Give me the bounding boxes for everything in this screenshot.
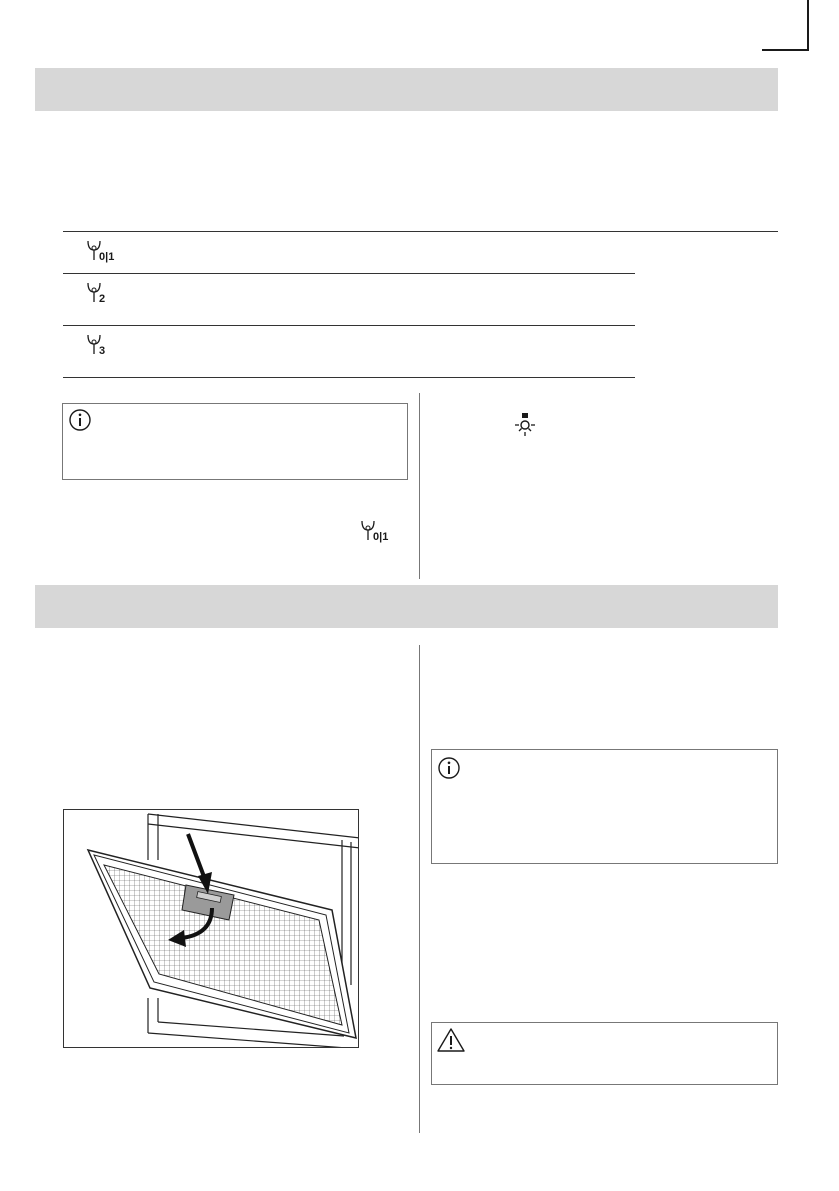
fan-speed-label: 2 [99,293,106,305]
filter-drawing [64,810,359,1048]
info-note-box [431,749,778,864]
crop-mark-horizontal [762,49,809,51]
column-divider-bottom [419,645,420,1133]
info-icon [68,408,92,432]
table-top-rule [63,231,778,232]
info-icon [437,756,461,780]
grease-filter-removal-illustration [63,809,359,1048]
fan-speed-label: 0|1 [99,251,115,263]
warning-icon [436,1027,466,1053]
fan-speed-3-icon [84,332,124,358]
section-header-bar-top [35,68,778,111]
fan-speed-2-icon [84,280,124,306]
section-header-bar-bottom [35,585,778,628]
crop-mark-vertical [807,0,809,50]
table-row-divider [63,325,635,326]
fan-speed-0-1-icon [358,518,398,544]
fan-speed-label: 0|1 [373,531,389,543]
warning-note-box [431,1022,778,1085]
table-bottom-rule [63,377,635,378]
column-divider-top [419,393,420,579]
fan-speed-label: 3 [99,345,106,357]
light-bulb-icon [512,412,538,438]
fan-speed-0-1-icon [84,238,124,264]
info-note-box [62,403,408,480]
table-row-divider [63,273,635,274]
